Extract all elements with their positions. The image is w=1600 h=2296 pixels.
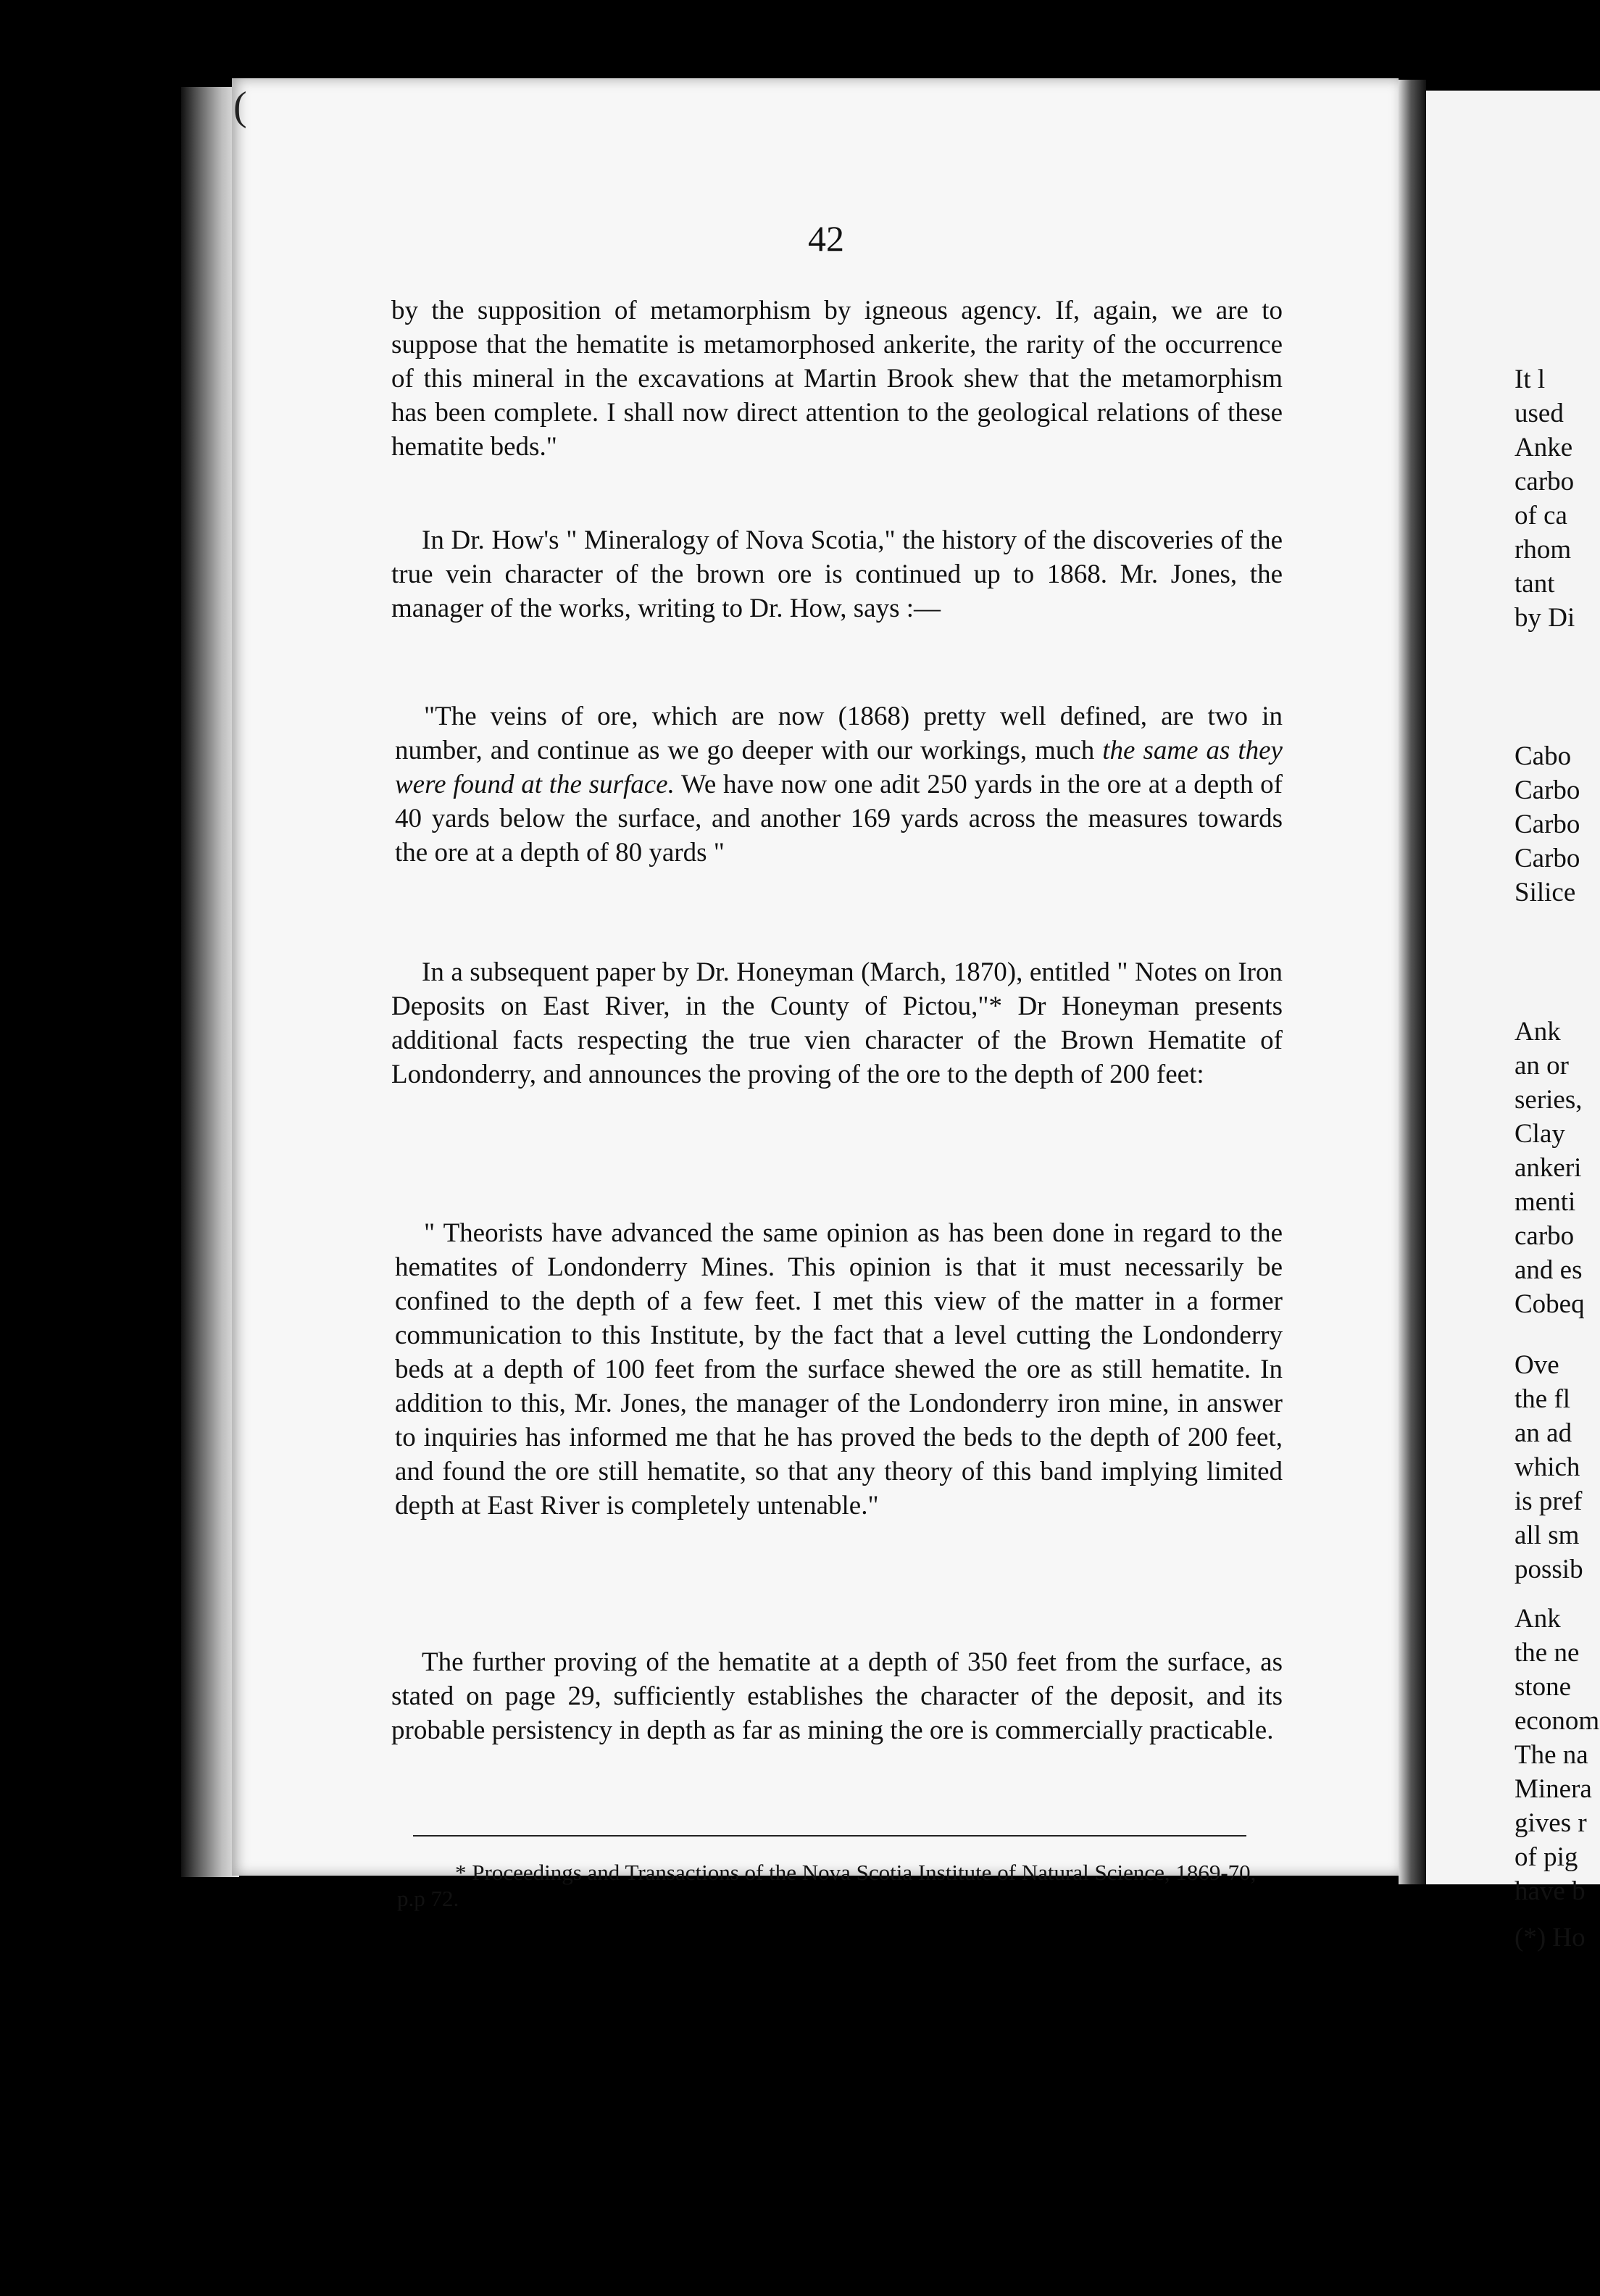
quotation-jones-part-1: "The veins of ore, which are now (1868) pretty well defined, are two in number, and continue as we go deeper with our workings, much (395, 702, 1283, 765)
facing-page-line: rhom (1514, 535, 1572, 565)
facing-page-line: Ank (1514, 1017, 1561, 1047)
quotation-jones-text (395, 699, 1283, 870)
paragraph-3 (391, 955, 1283, 1091)
facing-page-line: Clay (1514, 1119, 1565, 1149)
paragraph-2 (391, 523, 1283, 625)
quotation-jones-italic: the same as they were found at the surface. (395, 736, 1283, 799)
facing-page-line: which (1514, 1452, 1580, 1482)
facing-page-line: is pref (1514, 1486, 1583, 1516)
facing-page-line: of ca (1514, 501, 1567, 531)
facing-page-line: of pig (1514, 1842, 1578, 1872)
facing-page-line: possib (1514, 1555, 1583, 1584)
facing-page-line: Carbo (1514, 775, 1580, 805)
facing-page-line: Cobeq (1514, 1289, 1585, 1319)
footnote: * Proceedings and Transactions of the Nova Scotia Institute of Natural Science, 1869-70, p.p 72. (397, 1860, 1257, 1911)
facing-page-line: menti (1514, 1187, 1576, 1217)
facing-page-line: (*) Ho (1514, 1923, 1586, 1952)
paragraph-4 (391, 1645, 1283, 1747)
facing-page-line: Anke (1514, 433, 1573, 462)
facing-page-line: Silice (1514, 878, 1576, 907)
footnote-rule (413, 1835, 1246, 1837)
facing-page-line: Carbo (1514, 810, 1580, 839)
corner-mark: ( (233, 84, 247, 129)
facing-page-line: tant (1514, 569, 1555, 599)
quotation-honeyman-text: " Theorists have advanced the same opinion as has been done in regard to the hematites of Londonderry Mines. This opinion is that it must necessarily be confined to the depth of a few feet. I met this view of the matter in a former communication to this Institute, by the fact that a level cutting the Londonderry beds at a depth of 100 feet from the surface shewed the ore as still hematite. In addition to this, Mr. Jones, the manager of the Londonderry iron mine, in answer to inquiries has informed me that he has proved the beds to the depth of 200 feet, and found the ore still hematite, so that any theory of this band implying limited depth at East River is completely untenable." (395, 1218, 1283, 1521)
facing-page-line: series, (1514, 1085, 1583, 1115)
book-gutter (1399, 80, 1426, 1884)
facing-page-line: Cabo (1514, 741, 1572, 771)
facing-page-line: carbo (1514, 1221, 1575, 1251)
page-number: 42 (808, 218, 844, 259)
facing-page-line: and es (1514, 1255, 1583, 1285)
facing-page-line: Ove (1514, 1350, 1559, 1380)
facing-page-line: by Di (1514, 603, 1575, 633)
paragraph-1 (391, 294, 1283, 464)
quotation-honeyman (395, 1216, 1283, 1523)
facing-page-line: used (1514, 399, 1564, 428)
paragraph-1-text: by the supposition of metamorphism by igneous agency. If, again, we are to suppose that the hematite is metamorphosed ankerite, the rarity of the occurrence of this mineral in the excavations at Martin Brook shew that the metamorphism has been complete. I shall now direct attention to the geological relations of these hematite beds." (391, 296, 1283, 462)
quotation-jones-part-2: We have now one adit 250 yards in the ore at a depth of 40 yards below the surface, and another 169 yards across the measures towards the ore at a depth of 80 yards " (395, 770, 1283, 868)
facing-page-line: The na (1514, 1740, 1588, 1770)
quotation-jones (395, 699, 1283, 870)
facing-page-line: the fl (1514, 1384, 1571, 1414)
facing-page-line: Minera (1514, 1774, 1592, 1804)
facing-page-line: stone (1514, 1672, 1572, 1702)
facing-page-line: econom (1514, 1706, 1600, 1736)
facing-page-line: have b (1514, 1876, 1586, 1906)
facing-page-line: the ne (1514, 1638, 1580, 1668)
facing-page-line: an ad (1514, 1418, 1572, 1448)
facing-page-line: carbo (1514, 467, 1575, 496)
book-edge-left (181, 87, 239, 1877)
facing-page-line: It l (1514, 365, 1546, 394)
paragraph-2-text: In Dr. How's " Mineralogy of Nova Scotia," the history of the discoveries of the true vein character of the brown ore is continued up to 1868. Mr. Jones, the manager of the works, writing to Dr. How, says :— (391, 525, 1283, 623)
facing-page-line: Carbo (1514, 844, 1580, 873)
facing-page-line: an or (1514, 1051, 1569, 1081)
facing-page-line: gives r (1514, 1808, 1587, 1838)
paragraph-3-text: In a subsequent paper by Dr. Honeyman (March, 1870), entitled " Notes on Iron Deposits on East River, in the County of Pictou,"* Dr Honeyman presents additional facts respecting the true vien character of the Brown Hematite of Londonderry, and announces the proving of the ore to the depth of 200 feet: (391, 957, 1283, 1089)
paragraph-4-text: The further proving of the hematite at a depth of 350 feet from the surface, as stated on page 29, sufficiently establishes the character of the deposit, and its probable persistency in depth as far as mining the ore is commercially practicable. (391, 1647, 1283, 1745)
facing-page-line: all sm (1514, 1521, 1580, 1550)
facing-page-line: Ank (1514, 1604, 1561, 1634)
facing-page-line: ankeri (1514, 1153, 1582, 1183)
